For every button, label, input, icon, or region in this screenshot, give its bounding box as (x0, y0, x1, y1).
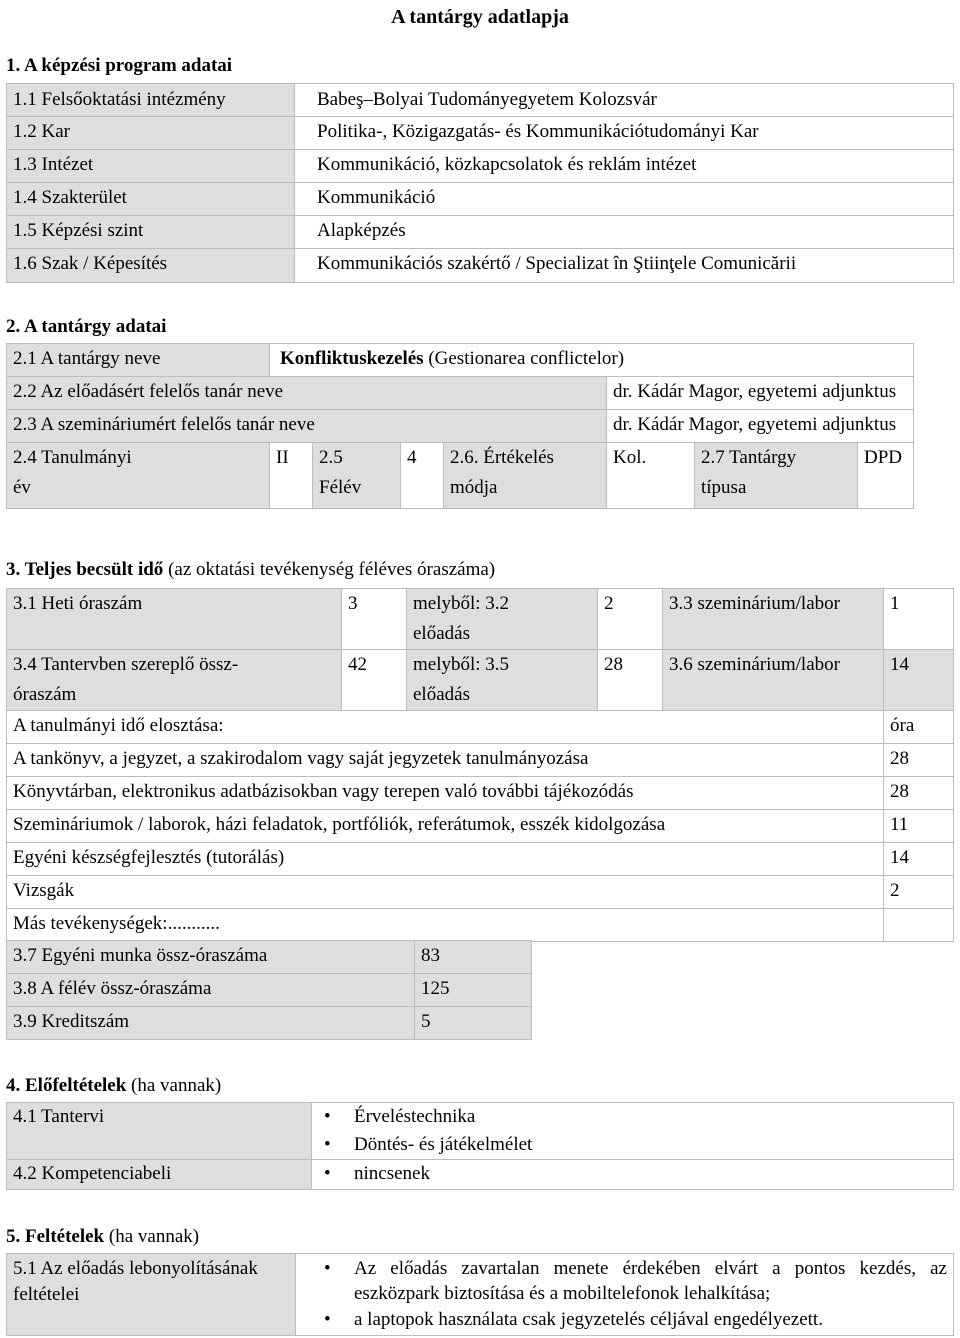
summary-value: 5 (415, 1007, 532, 1040)
year-label: 2.4 Tanulmányi év (7, 443, 270, 509)
course-name-rest: (Gestionarea conflictelor) (423, 348, 625, 369)
program-value: Politika-, Közigazgatás- és Kommunikációtudományi Kar (295, 117, 954, 150)
course-data-table (6, 343, 914, 509)
summary-value: 125 (415, 974, 532, 1007)
activity-row (7, 843, 954, 876)
activity-row (7, 744, 954, 777)
course-name-label: 2.1 A tantárgy neve (7, 344, 270, 377)
program-row (7, 183, 954, 216)
prerequisites-table (6, 1102, 954, 1190)
program-row (7, 117, 954, 150)
summary-label: 3.9 Kreditszám (7, 1007, 415, 1040)
total-lecture-label: melyből: 3.5 előadás (407, 650, 598, 711)
summary-value: 83 (415, 941, 532, 974)
program-data-table (6, 83, 954, 283)
activity-label: Vizsgák (7, 876, 884, 909)
competence-value (312, 1160, 954, 1190)
condition-item: • a laptopok használata csak jegyzetelés céljával engedélyezett. (322, 1306, 947, 1333)
distribution-unit: óra (884, 711, 954, 744)
distribution-label: A tanulmányi idő elosztása: (7, 711, 884, 744)
program-value: Alapképzés (295, 216, 954, 249)
conditions-table (6, 1253, 954, 1336)
program-row (7, 216, 954, 249)
activity-value: 2 (884, 876, 954, 909)
summary-label: 3.8 A félév össz-óraszáma (7, 974, 415, 1007)
summary-row (7, 1007, 532, 1040)
activity-label: A tankönyv, a jegyzet, a szakirodalom vagy saját jegyzetek tanulmányozása (7, 744, 884, 777)
weekly-lecture-label: melyből: 3.2 előadás (407, 589, 598, 650)
evaluation-value: Kol. (607, 443, 695, 509)
year-value: II (270, 443, 313, 509)
program-row (7, 84, 954, 117)
total-lecture-value: 28 (598, 650, 663, 711)
activity-value: 14 (884, 843, 954, 876)
evaluation-label: 2.6. Értékelés módja (444, 443, 607, 509)
program-label: 1.6 Szak / Képesítés (7, 249, 295, 283)
lecturer-label: 2.2 Az előadásért felelős tanár neve (7, 377, 607, 410)
activity-row (7, 810, 954, 843)
activity-row (7, 777, 954, 810)
weekly-lecture-value: 2 (598, 589, 663, 650)
total-seminar-value: 14 (884, 650, 954, 711)
section-2-heading: 2. A tantárgy adatai (6, 316, 167, 337)
curricular-label: 4.1 Tantervi (7, 1103, 312, 1160)
course-type-value: DPD (858, 443, 914, 509)
section-4-heading: 4. Előfeltételek (ha vannak) (6, 1075, 222, 1096)
condition-item: • Az előadás zavartalan menete érdekében elvárt a pontos kezdés, az eszközpark biztosítása és a mobiltelefonok lehalkítása; (322, 1256, 947, 1306)
time-table (6, 588, 954, 942)
section-3-heading: 3. Teljes becsült idő (az oktatási tevékenység féléves óraszáma) (6, 559, 496, 580)
total-seminar-label: 3.6 szeminárium/labor (663, 650, 884, 711)
curricular-value (312, 1103, 954, 1160)
program-label: 1.3 Intézet (7, 150, 295, 183)
semester-label: 2.5 Félév (313, 443, 401, 509)
section-1-heading: 1. A képzési program adatai (6, 55, 233, 76)
prerequisite-item: • nincsenek (322, 1160, 947, 1188)
activity-label: Egyéni készségfejlesztés (tutorálás) (7, 843, 884, 876)
semester-value: 4 (401, 443, 444, 509)
program-value: Kommunikáció (295, 183, 954, 216)
activity-row (7, 909, 954, 942)
program-value: Babeş–Bolyai Tudományegyetem Kolozsvár (295, 84, 954, 117)
section-5-heading: 5. Feltételek (ha vannak) (6, 1226, 200, 1247)
lecturer-value: dr. Kádár Magor, egyetemi adjunktus (607, 377, 914, 410)
program-value: Kommunikációs szakértő / Specializat în Ştiinţele Comunicării (295, 249, 954, 283)
weekly-hours-label: 3.1 Heti óraszám (7, 589, 342, 650)
course-name-bold: Konfliktuskezelés (280, 348, 424, 369)
activity-label: Könyvtárban, elektronikus adatbázisokban vagy terepen való további tájékozódás (7, 777, 884, 810)
program-row (7, 150, 954, 183)
summary-row (7, 974, 532, 1007)
program-label: 1.5 Képzési szint (7, 216, 295, 249)
program-label: 1.1 Felsőoktatási intézmény (7, 84, 295, 117)
activity-value: 11 (884, 810, 954, 843)
activity-value: 28 (884, 744, 954, 777)
program-label: 1.4 Szakterület (7, 183, 295, 216)
weekly-seminar-value: 1 (884, 589, 954, 650)
program-value: Kommunikáció, közkapcsolatok és reklám intézet (295, 150, 954, 183)
competence-label: 4.2 Kompetenciabeli (7, 1160, 312, 1190)
summary-row (7, 941, 532, 974)
summary-table (6, 940, 532, 1040)
activity-label: Szemináriumok / laborok, házi feladatok, portfóliók, referátumok, esszék kidolgozása (7, 810, 884, 843)
seminar-lecturer-value: dr. Kádár Magor, egyetemi adjunktus (607, 410, 914, 443)
weekly-hours-value: 3 (342, 589, 407, 650)
seminar-lecturer-label: 2.3 A szemináriumért felelős tanár neve (7, 410, 607, 443)
prerequisite-item: • Döntés- és játékelmélet (322, 1131, 947, 1159)
activity-row (7, 876, 954, 909)
summary-label: 3.7 Egyéni munka össz-óraszáma (7, 941, 415, 974)
total-hours-value: 42 (342, 650, 407, 711)
total-hours-label: 3.4 Tantervben szereplő össz- óraszám (7, 650, 342, 711)
prerequisite-item: • Érveléstechnika (322, 1103, 947, 1131)
course-name-value (270, 344, 914, 377)
program-label: 1.2 Kar (7, 117, 295, 150)
weekly-seminar-label: 3.3 szeminárium/labor (663, 589, 884, 650)
program-row (7, 249, 954, 283)
activity-value (884, 909, 954, 942)
lecture-conditions-label: 5.1 Az előadás lebonyolításának feltételei (7, 1254, 296, 1336)
activity-label: Más tevékenységek:........... (7, 909, 884, 942)
course-type-label: 2.7 Tantárgy típusa (695, 443, 858, 509)
document-title: A tantárgy adatlapja (391, 6, 569, 28)
lecture-conditions-value (296, 1254, 954, 1336)
activity-value: 28 (884, 777, 954, 810)
